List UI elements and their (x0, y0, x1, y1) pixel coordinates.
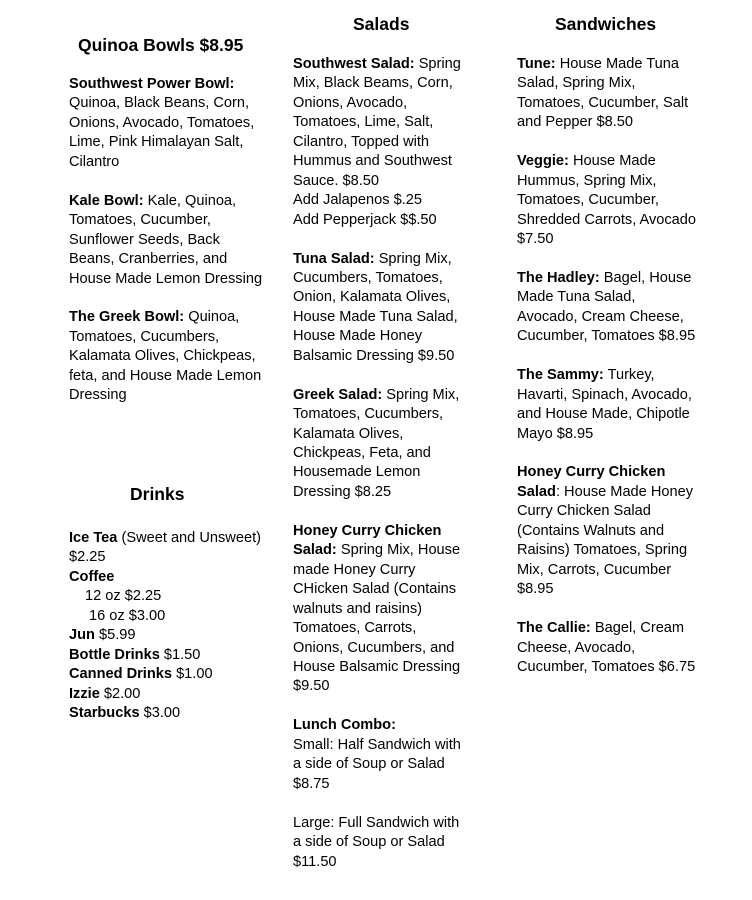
drinks-list (69, 529, 269, 724)
item-name: Veggie: (517, 153, 569, 170)
menu-item (517, 619, 698, 677)
item-name: The Callie: (517, 620, 591, 637)
menu-item (517, 366, 698, 444)
drink-name: Canned Drinks (69, 666, 172, 683)
drink-canned (69, 665, 269, 684)
addon-pepperjack: Add Pepperjack $$.50 (293, 211, 437, 228)
drink-price: $1.00 (176, 666, 213, 683)
item-desc: Spring Mix, House made Honey Curry CHicken Salad (Contains walnuts and raisins) Tomatoes, Carrots, Onions, Cucumbers, and House Balsamic Dressing $9.50 (293, 542, 461, 695)
drink-name: Bottle Drinks (69, 646, 160, 663)
drink-name: Jun (69, 627, 95, 644)
menu-item (69, 192, 269, 289)
salads-heading: Salads (353, 14, 410, 34)
drink-price: $2.00 (103, 685, 141, 702)
sandwiches-items (517, 55, 698, 697)
drink-price: $5.99 (99, 627, 136, 644)
menu-item (293, 250, 468, 367)
item-desc: Spring Mix, Tomatoes, Cucumbers, Kalamata Olives, Chickpeas, Feta, and Housemade Lemon Dressing $8.25 (293, 386, 460, 500)
item-desc: Bagel, Cream Cheese, Avocado, Cucumber, Tomatoes $6.75 (517, 620, 696, 675)
combo-large: Large: Full Sandwich with a side of Soup or Salad $11.50 (293, 814, 460, 870)
drink-size-large: 16 oz $3.00 (89, 607, 166, 624)
item-name: Tuna Salad: (293, 250, 375, 267)
menu-item (517, 269, 698, 347)
item-desc: Turkey, Havarti, Spinach, Avocado, and House Made, Chipotle Mayo $8.95 (517, 367, 692, 442)
item-desc: Quinoa, Tomatoes, Cucumbers, Kalamata Olives, Chickpeas, feta, and House Made Lemon Dressing (69, 309, 262, 404)
drink-name: Starbucks (69, 705, 140, 722)
drink-price: $1.50 (163, 646, 201, 663)
drink-ice-tea (69, 529, 269, 568)
drink-coffee (69, 568, 269, 626)
item-name: The Greek Bowl: (69, 309, 185, 326)
menu-item (69, 308, 269, 405)
drink-jun (69, 626, 269, 645)
item-name: Tune: (517, 56, 556, 72)
drink-size-small: 12 oz $2.25 (85, 588, 162, 605)
item-name: Southwest Salad: (293, 56, 415, 72)
drink-price: $3.00 (143, 705, 181, 722)
item-name: The Hadley: (517, 269, 600, 286)
menu-item (293, 386, 468, 503)
drinks-heading: Drinks (130, 484, 185, 504)
item-name: Honey Curry Chicken Salad: (293, 522, 442, 559)
drink-name: Izzie (69, 685, 100, 702)
quinoa-heading: Quinoa Bowls $8.95 (78, 35, 244, 55)
menu-item (69, 75, 269, 172)
sandwiches-heading: Sandwiches (555, 14, 657, 34)
menu-item (293, 522, 468, 697)
item-desc: Bagel, House Made Tuna Salad, Avocado, Cream Cheese, Cucumber, Tomatoes $8.95 (517, 269, 696, 345)
item-desc: Quinoa, Black Beans, Corn, Onions, Avocado, Tomatoes, Lime, Pink Himalayan Salt, Cilantro (69, 95, 255, 170)
item-name: Greek Salad: (293, 386, 383, 403)
item-name: Lunch Combo: (293, 717, 396, 734)
drink-name: Coffee (69, 568, 115, 585)
drink-desc: (Sweet and Unsweet) $2.25 (69, 530, 261, 566)
drink-starbucks (69, 704, 269, 723)
item-name: Honey Curry Chicken Salad (517, 464, 666, 500)
drink-name: Ice Tea (69, 530, 118, 546)
quinoa-items (69, 75, 269, 425)
item-desc: House Made Hummus, Spring Mix, Tomatoes, Cucumber, Shredded Carrots, Avocado $7.50 (517, 153, 697, 248)
drink-bottle (69, 646, 269, 665)
item-desc: : House Made Honey Curry Chicken Salad (Contains Walnuts and Raisins) Tomatoes, Spring Mix, Carrots, Cucumber $8.95 (517, 483, 694, 598)
addon-jalapenos: Add Jalapenos $.25 (293, 192, 423, 209)
item-name: The Sammy: (517, 367, 604, 384)
menu-item (517, 463, 698, 599)
item-name: Kale Bowl: (69, 192, 144, 209)
item-desc: Kale, Quinoa, Tomatoes, Cucumber, Sunflower Seeds, Back Beans, Cranberries, and House Made Lemon Dressing (69, 192, 263, 287)
menu-item (293, 55, 468, 230)
item-desc: Spring Mix, Black Beams, Corn, Onions, Avocado, Tomatoes, Lime, Salt, Cilantro, Topped with Hummus and Southwest Sauce. $8.50 (293, 56, 461, 189)
item-desc: Spring Mix, Cucumbers, Tomatoes, Onion, Kalamata Olives, House Made Tuna Salad, House Made Honey Balsamic Dressing $9.50 (293, 250, 458, 364)
salads-items (293, 55, 468, 872)
drink-izzie (69, 685, 269, 704)
menu-item (517, 55, 698, 133)
item-name: Southwest Power Bowl: (69, 76, 235, 92)
menu-item (517, 152, 698, 249)
lunch-combo (293, 716, 468, 872)
combo-small: Small: Half Sandwich with a side of Soup or Salad $8.75 (293, 736, 461, 792)
item-desc: House Made Tuna Salad, Spring Mix, Tomatoes, Cucumber, Salt and Pepper $8.50 (517, 56, 689, 131)
